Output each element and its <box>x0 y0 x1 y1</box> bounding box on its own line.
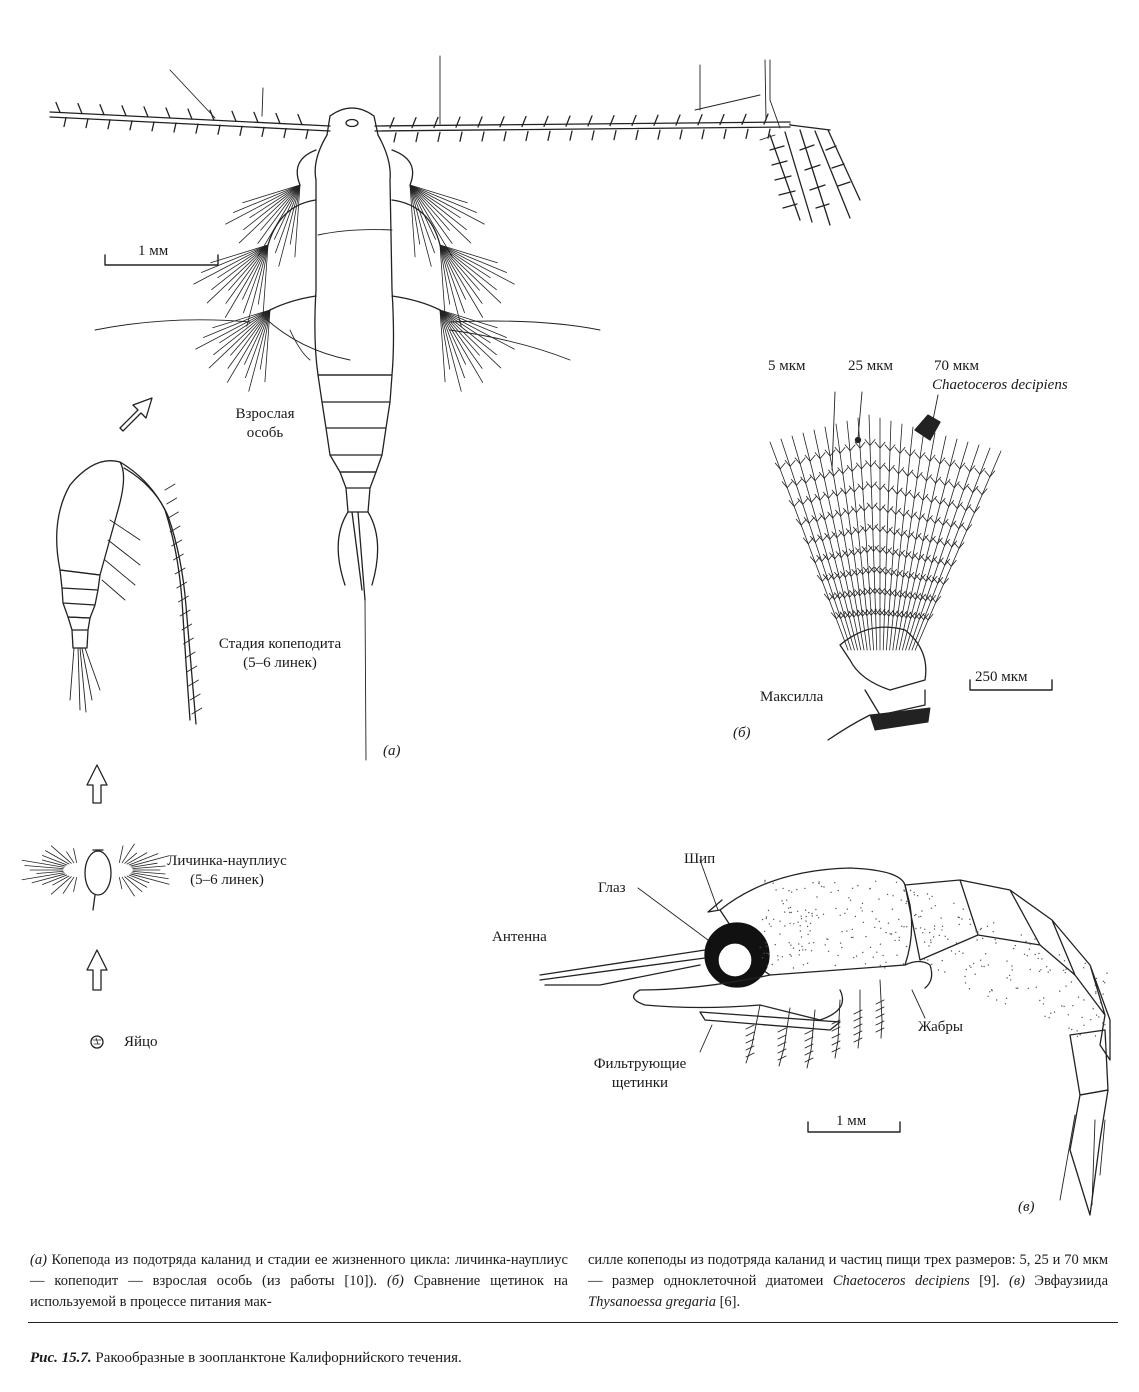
nauplius-drawing <box>22 844 169 910</box>
euphausiid-drawing <box>540 868 1110 1215</box>
copepodite-drawing <box>57 461 202 724</box>
scale-label-a: 1 мм <box>138 243 169 259</box>
figure-caption <box>30 1350 462 1367</box>
caption-text-a: Копепода из подотряда каланид и стадии ее жизненного цикла: личинка-науплиус — копеподит — взрослая особь (из работы [10]). <box>30 1252 568 1289</box>
filter-label-line2: щетинки <box>611 1075 669 1091</box>
caption-divider <box>28 1322 1118 1323</box>
eye-label: Глаз <box>598 880 626 896</box>
antenna-tip-feathers <box>760 60 860 225</box>
filter-label-line1: Фильтрующие <box>593 1056 687 1072</box>
size-25-label: 25 мкм <box>848 358 894 374</box>
antenna-label: Антенна <box>492 929 547 945</box>
arrow-up-icon <box>87 950 107 990</box>
caption-letter-a: (а) <box>30 1252 47 1268</box>
adult-label <box>220 405 310 443</box>
copepodite-label <box>200 635 360 673</box>
panel-letter-c: (в) <box>1018 1199 1035 1215</box>
caption-right-text4: [6]. <box>715 1294 741 1310</box>
panel-letter-b: (б) <box>733 725 751 741</box>
caption-letter-b: (б) <box>386 1273 404 1289</box>
caption-right-text1: силле копеподы из подотряда каланид и частиц пищи трех размеров: 5, 25 и 70 мкм — размер одноклеточной диатомеи <box>588 1252 1108 1289</box>
filter-setae-label <box>580 1055 700 1093</box>
figure-title: Ракообразные в зоопланктоне Калифорнийского течения. <box>91 1350 462 1366</box>
copepodite-label-line2: (5–6 линек) <box>243 655 317 671</box>
nauplius-label-line1: Личинка-науплиус <box>167 853 287 869</box>
adult-label-line1: Взрослая <box>235 406 295 422</box>
maxilla-label: Максилла <box>760 689 824 705</box>
figure-number: Рис. 15.7. <box>30 1350 92 1366</box>
caption-species-1: Chaetoceros decipiens <box>832 1273 970 1289</box>
arrow-up-right-icon <box>120 398 152 431</box>
caption-species-2: Thysanoessa gregaria <box>588 1294 716 1310</box>
egg-icon <box>91 1036 103 1048</box>
egg-label: Яйцо <box>124 1034 158 1050</box>
nauplius-label-line2: (5–6 линек) <box>190 872 264 888</box>
spine-label: Шип <box>684 851 716 867</box>
nauplius-label <box>152 852 302 890</box>
scale-label-c: 1 мм <box>836 1113 867 1129</box>
leg-setae <box>194 185 515 391</box>
panel-letter-a: (а) <box>383 743 401 759</box>
caption-left <box>30 1250 568 1313</box>
species-label: Chaetoceros decipiens <box>932 377 1068 393</box>
adult-label-line2: особь <box>246 425 284 441</box>
caption-right-text3: Эвфаузиида <box>1024 1273 1108 1289</box>
gills-label: Жабры <box>918 1019 963 1035</box>
caption-right <box>588 1250 1108 1313</box>
caption-letter-c: (в) <box>1009 1273 1025 1289</box>
adult-copepod-drawing <box>50 56 860 760</box>
caption-text-b: Сравнение щетинок на используемой в процессе питания мак- <box>30 1273 568 1310</box>
size-5-label: 5 мкм <box>768 358 806 374</box>
scale-label-b: 250 мкм <box>975 669 1028 685</box>
caption-right-text2: [9]. <box>969 1273 1010 1289</box>
size-70-label: 70 мкм <box>934 358 980 374</box>
arrow-up-icon <box>87 765 107 803</box>
copepodite-label-line1: Стадия копеподита <box>218 636 342 652</box>
